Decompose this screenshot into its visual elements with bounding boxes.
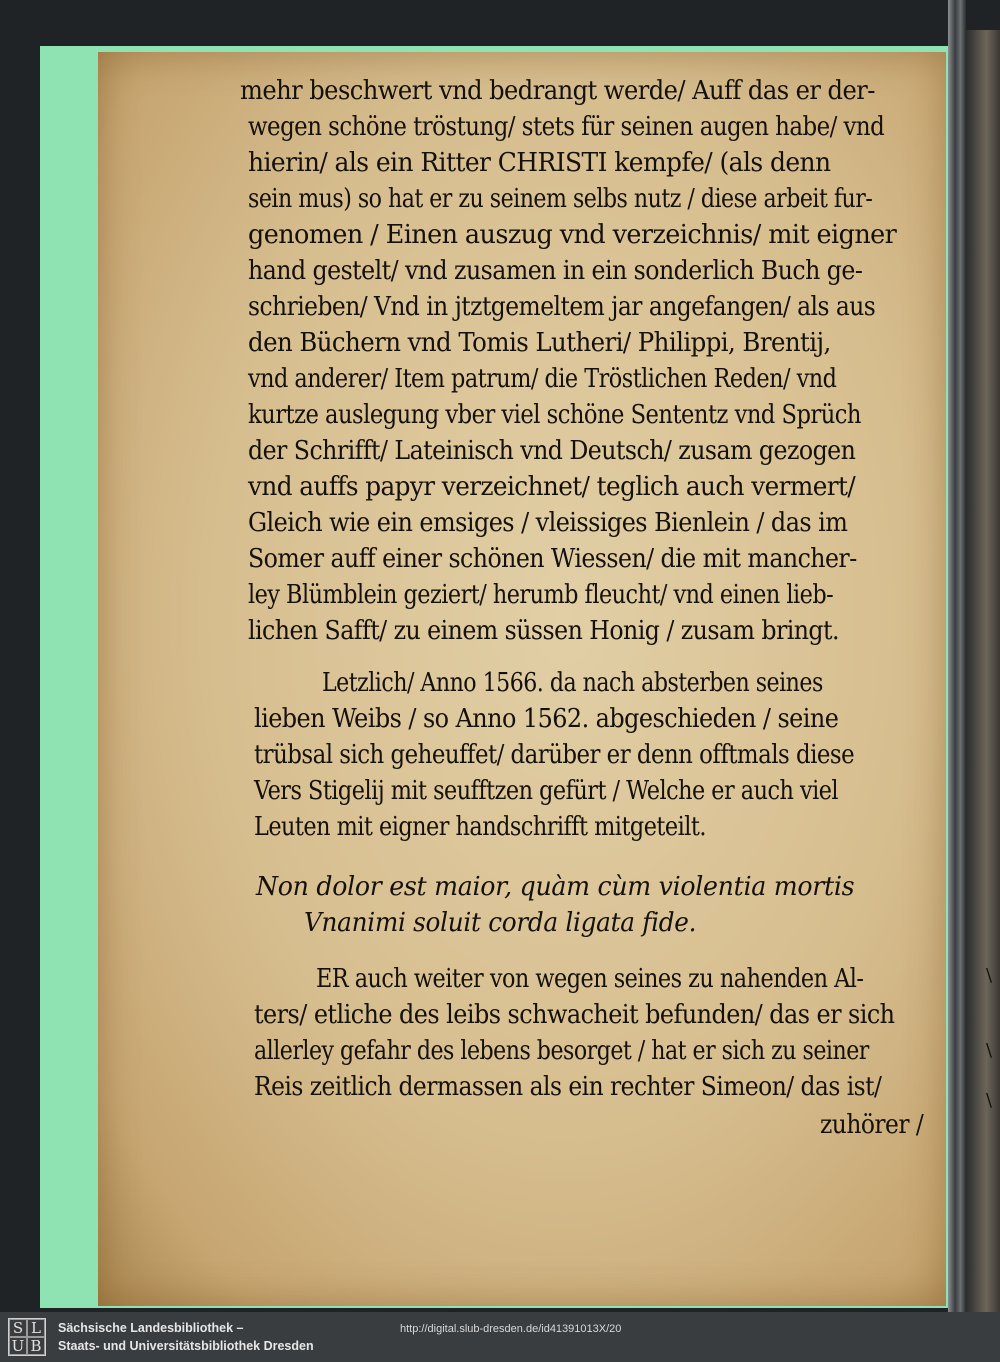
text-line: schrieben/ Vnd in jtztgemeltem jar angefangen/ als aus <box>248 292 876 322</box>
latin-verse-line: Non dolor est maior, quàm cùm violentia mortis <box>256 872 855 902</box>
text-line: Leuten mit eigner handschrifft mitgeteilt. <box>254 812 706 842</box>
text-line: Vers Stigelij mit seufftzen gefürt / Welche er auch viel <box>254 776 839 806</box>
text-line: hierin/ als ein Ritter CHRISTI kempfe/ (als denn <box>248 148 831 178</box>
logo-letter: B <box>27 1337 45 1355</box>
text-line: Somer auff einer schönen Wiessen/ die mit mancher- <box>248 544 857 574</box>
text-line: der Schrifft/ Lateinisch vnd Deutsch/ zusam gezogen <box>248 436 856 466</box>
text-line: sein mus) so hat er zu seinem selbs nutz / diese arbeit fur- <box>248 184 873 214</box>
text-line: vnd anderer/ Item patrum/ die Tröstlichen Reden/ vnd <box>248 364 837 394</box>
text-line: ley Blümblein geziert/ herumb fleucht/ vnd einen lieb- <box>248 580 834 610</box>
document-page <box>98 52 946 1306</box>
text-line: Reis zeitlich dermassen als ein rechter Simeon/ das ist/ <box>254 1072 882 1102</box>
footer-bar <box>0 1312 1000 1362</box>
text-line: Letzlich/ Anno 1566. da nach absterben seines <box>322 668 823 698</box>
text-line: wegen schöne tröstung/ stets für seinen augen habe/ vnd <box>248 112 885 142</box>
permalink-url[interactable]: http://digital.slub-dresden.de/id41391013X/20 <box>400 1323 622 1335</box>
text-line: den Büchern vnd Tomis Lutheri/ Philippi, Brentij, <box>248 328 831 358</box>
facing-page-strip: \ \ \ <box>966 30 1000 1312</box>
library-name-line2[interactable]: Staats- und Universitätsbibliothek Dresden <box>58 1339 314 1353</box>
text-line: ters/ etliche des leibs schwacheit befunden/ das er sich <box>254 1000 895 1030</box>
library-name-line1[interactable]: Sächsische Landesbibliothek – <box>58 1321 244 1335</box>
text-line: lieben Weibs / so Anno 1562. abgeschieden / seine <box>254 704 839 734</box>
text-line: hand gestelt/ vnd zusamen in ein sonderlich Buch ge- <box>248 256 863 286</box>
text-line: allerley gefahr des lebens besorget / hat er sich zu seiner <box>254 1036 869 1066</box>
logo-letter: S <box>9 1319 27 1337</box>
slub-logo-icon[interactable] <box>8 1318 46 1356</box>
text-line: kurtze auslegung vber viel schöne Sententz vnd Sprüch <box>248 400 861 430</box>
text-line: genomen / Einen auszug vnd verzeichnis/ mit eigner <box>248 220 897 250</box>
text-line: ER auch weiter von wegen seines zu nahenden Al- <box>316 964 864 994</box>
latin-verse-line: Vnanimi soluit corda ligata fide. <box>304 908 697 938</box>
logo-letter: L <box>27 1319 45 1337</box>
text-line: Gleich wie ein emsiges / vleissiges Bienlein / das im <box>248 508 848 538</box>
logo-letter: U <box>9 1337 27 1355</box>
book-spine-edge <box>948 0 966 1312</box>
text-line: mehr beschwert vnd bedrangt werde/ Auff das er der- <box>240 76 875 106</box>
text-line: lichen Safft/ zu einem süssen Honig / zusam bringt. <box>248 616 839 646</box>
text-line: vnd auffs papyr verzeichnet/ teglich auch vermert/ <box>248 472 856 502</box>
catchword: zuhörer / <box>820 1110 924 1140</box>
text-line: trübsal sich geheuffet/ darüber er denn offtmals diese <box>254 740 855 770</box>
